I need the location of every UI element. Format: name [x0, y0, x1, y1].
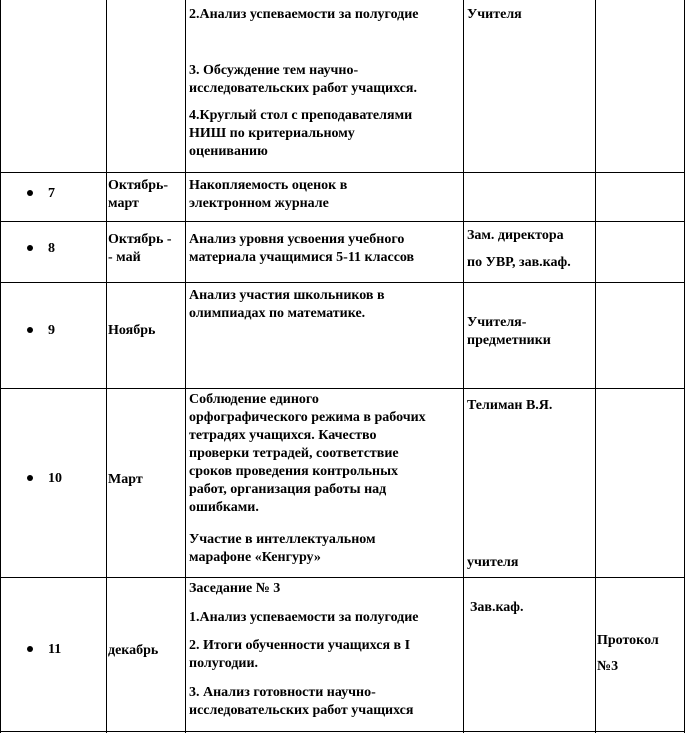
row-responsible: Телиман В.Я.	[467, 398, 553, 413]
row-content: Анализ участия школьников в олимпиадах по математике.	[189, 288, 385, 321]
row-divider	[0, 577, 685, 578]
row-content: Участие в интеллектуальном марафоне «Кенгуру»	[189, 532, 376, 565]
row-divider	[0, 221, 685, 222]
row-period: Март	[108, 472, 143, 487]
list-bullet	[27, 475, 33, 481]
row-content: 2.Анализ успеваемости за полугодие	[189, 7, 419, 22]
list-bullet	[27, 327, 33, 333]
row-period: Ноябрь	[108, 323, 156, 338]
row-period: Октябрь- март	[108, 178, 169, 211]
row-period: Октябрь - - май	[108, 232, 172, 265]
row-number: 9	[48, 323, 55, 338]
row-note: Протокол №3	[597, 633, 659, 674]
column-divider	[185, 0, 186, 733]
row-content: 4.Круглый стол с преподавателями НИШ по критериальному оцениванию	[189, 108, 413, 159]
column-divider	[595, 0, 596, 733]
row-responsible: Учителя	[467, 7, 522, 22]
row-responsible: Учителя- предметники	[467, 315, 551, 348]
row-content: 3. Обсуждение тем научно- исследовательских работ учащихся.	[189, 63, 417, 96]
table-border-left	[0, 0, 1, 733]
row-responsible: учителя	[467, 555, 519, 570]
row-responsible: Зам. директора	[467, 228, 564, 243]
row-content: Анализ уровня усвоения учебного материала учащимися 5-11 классов	[189, 232, 415, 265]
row-content: 3. Анализ готовности научно- исследовательских работ учащихся	[189, 685, 414, 718]
row-content: Накопляемость оценок в электронном журнале	[189, 178, 348, 211]
row-divider	[0, 172, 685, 173]
column-divider	[106, 0, 107, 733]
row-divider	[0, 731, 685, 732]
row-period: декабрь	[108, 643, 159, 658]
row-content: 1.Анализ успеваемости за полугодие	[189, 610, 419, 625]
list-bullet	[27, 190, 33, 196]
row-content: 2. Итоги обученности учащихся в I полугодии.	[189, 638, 411, 671]
row-number: 10	[48, 471, 62, 486]
column-divider	[463, 0, 464, 733]
row-number: 7	[48, 186, 55, 201]
list-bullet	[27, 245, 33, 251]
row-divider	[0, 388, 685, 389]
row-number: 8	[48, 241, 55, 256]
row-content: Соблюдение единого орфографического режима в рабочих тетрадях учащихся. Качество проверки тетрадей, соответствие сроков проведения контрольных работ, организация работы над ошибками.	[189, 392, 426, 515]
row-responsible: Зав.каф.	[470, 600, 524, 615]
row-number: 11	[48, 642, 62, 657]
list-bullet	[27, 646, 33, 652]
row-content: Заседание № 3	[189, 581, 281, 596]
row-divider	[0, 282, 685, 283]
row-responsible: по УВР, зав.каф.	[467, 255, 571, 270]
